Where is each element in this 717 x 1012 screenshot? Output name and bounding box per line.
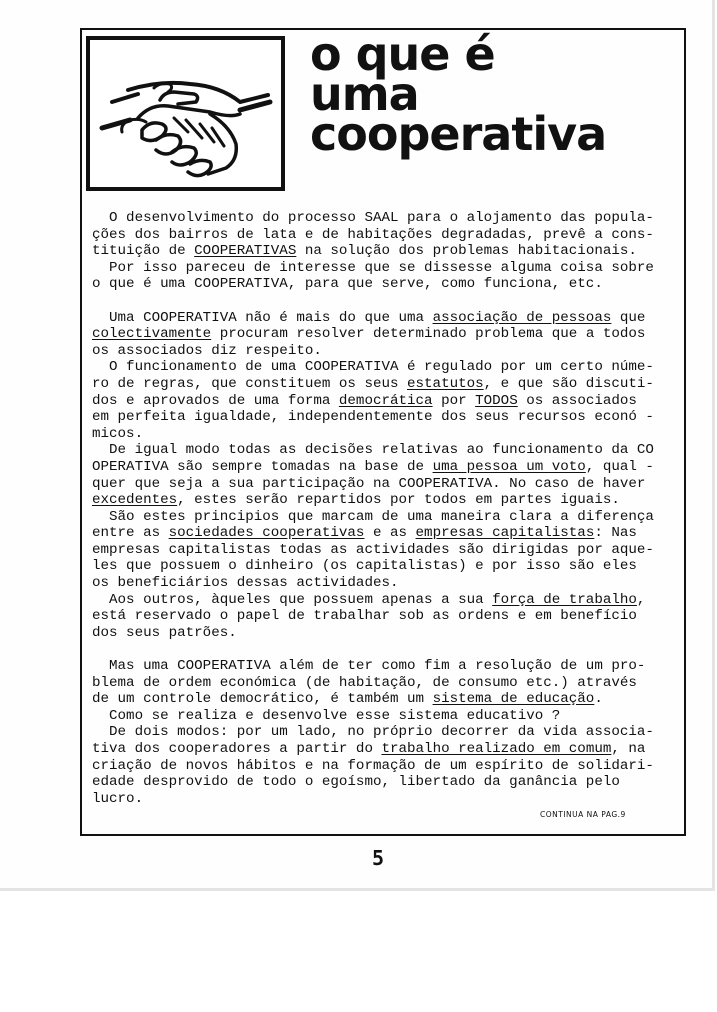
text-run: e as bbox=[364, 525, 416, 542]
text-run: criação de novos hábitos e na formação de um espírito de solidari- bbox=[92, 757, 654, 774]
text-line bbox=[92, 393, 680, 410]
article-title bbox=[310, 27, 607, 161]
text-run: Aos outros, àqueles que possuem apenas a sua bbox=[92, 591, 493, 608]
text-line bbox=[92, 741, 680, 758]
text-run: OPERATIVA são sempre tomadas na base de bbox=[92, 458, 433, 475]
text-line bbox=[92, 658, 680, 675]
text-run: em perfeita igualdade, independentemente dos seus recursos econó - bbox=[92, 409, 654, 426]
text-line bbox=[92, 326, 680, 343]
handshake-icon bbox=[90, 40, 281, 187]
text-line bbox=[92, 509, 680, 526]
text-run: lucro. bbox=[92, 790, 144, 807]
underlined-term: TODOS bbox=[475, 392, 518, 409]
underlined-term: trabalho realizado em comum bbox=[381, 741, 612, 757]
text-run: , e que são discuti- bbox=[483, 375, 654, 392]
underlined-term: excedentes bbox=[92, 492, 178, 509]
text-run: os associados diz respeito. bbox=[92, 342, 322, 359]
text-run: dos seus patrões. bbox=[92, 624, 237, 641]
text-line bbox=[92, 592, 680, 609]
underlined-term: COOPERATIVAS bbox=[194, 243, 297, 260]
text-line bbox=[92, 442, 680, 459]
text-run: dos e aprovados de uma forma bbox=[92, 392, 339, 409]
text-line bbox=[92, 476, 680, 493]
text-run: O desenvolvimento do processo SAAL para o alojamento das popula- bbox=[92, 210, 654, 226]
text-run: edade desprovido de todo o egoísmo, libertado da ganância pelo bbox=[92, 774, 620, 791]
underlined-term: empresas capitalistas bbox=[415, 525, 595, 542]
text-run: os associados bbox=[517, 392, 637, 409]
page-number: 5 bbox=[372, 846, 385, 870]
text-run: Mas uma COOPERATIVA além de ter como fim a resolução de um pro- bbox=[92, 658, 646, 675]
text-line bbox=[92, 542, 680, 559]
logo-box bbox=[86, 36, 285, 191]
paragraph-gap bbox=[92, 641, 680, 658]
underlined-term: colectivamente bbox=[92, 326, 212, 343]
text-run: tiva dos cooperadores a partir do bbox=[92, 741, 382, 757]
text-line bbox=[92, 608, 680, 625]
text-run: , qual - bbox=[585, 458, 654, 475]
title-line-3: cooperativa bbox=[310, 107, 607, 161]
text-run: empresas capitalistas todas as actividades são dirigidas por aque- bbox=[92, 541, 654, 558]
text-run: , estes serão repartidos por todos em partes iguais. bbox=[177, 492, 620, 509]
text-run: na solução dos problemas habitacionais. bbox=[296, 243, 637, 260]
text-line bbox=[92, 525, 680, 542]
text-run: que bbox=[611, 309, 646, 326]
text-line bbox=[92, 708, 680, 725]
text-run: o que é uma COOPERATIVA, para que serve, como funciona, etc. bbox=[92, 276, 603, 293]
title-line-1: o que é bbox=[310, 27, 495, 81]
text-line bbox=[92, 260, 680, 277]
text-line bbox=[92, 459, 680, 476]
text-line bbox=[92, 575, 680, 592]
text-line bbox=[92, 426, 680, 443]
text-run: quer que seja a sua participação na COOPERATIVA. No caso de haver bbox=[92, 475, 646, 492]
text-line bbox=[92, 310, 680, 327]
article-body bbox=[92, 210, 680, 807]
text-run: , na bbox=[611, 741, 646, 757]
text-run: les que possuem o dinheiro (os capitalistas) e por isso são eles bbox=[92, 558, 637, 575]
underlined-term: associação de pessoas bbox=[432, 309, 612, 326]
text-run: blema de ordem económica (de habitação, de consumo etc.) através bbox=[92, 674, 637, 691]
text-run: Por isso pareceu de interesse que se dissesse alguma coisa sobre bbox=[92, 259, 654, 276]
text-line bbox=[92, 758, 680, 775]
underlined-term: democrática bbox=[338, 392, 433, 409]
text-line bbox=[92, 791, 680, 808]
text-run: micos. bbox=[92, 425, 144, 442]
text-run: São estes principios que marcam de uma maneira clara a diferença bbox=[92, 508, 654, 525]
text-run: ro de regras, que constituem os seus bbox=[92, 375, 408, 392]
text-run: está reservado o papel de trabalhar sob as ordens e em benefício bbox=[92, 608, 637, 625]
text-run: entre as bbox=[92, 525, 169, 542]
text-run: Como se realiza e desenvolve esse sistema educativo ? bbox=[92, 707, 561, 724]
text-run: , bbox=[636, 591, 646, 608]
text-line bbox=[92, 409, 680, 426]
text-line bbox=[92, 343, 680, 360]
title-line-2: uma bbox=[310, 67, 419, 121]
underlined-term: sistema de educação bbox=[432, 691, 595, 708]
text-line bbox=[92, 376, 680, 393]
text-run: de um controle democrático, é também um bbox=[92, 691, 433, 708]
text-line bbox=[92, 675, 680, 692]
text-line bbox=[92, 691, 680, 708]
text-line bbox=[92, 227, 680, 244]
underlined-term: estatutos bbox=[407, 375, 484, 392]
text-line bbox=[92, 243, 680, 260]
text-run: tituição de bbox=[92, 243, 195, 260]
text-line bbox=[92, 210, 680, 227]
text-run: Uma COOPERATIVA não é mais do que uma bbox=[92, 309, 433, 326]
text-run: De igual modo todas as decisões relativas ao funcionamento da CO bbox=[92, 442, 654, 459]
underlined-term: sociedades cooperativas bbox=[168, 525, 365, 542]
text-line bbox=[92, 724, 680, 741]
text-line bbox=[92, 558, 680, 575]
text-line bbox=[92, 492, 680, 509]
underlined-term: força de trabalho bbox=[492, 591, 637, 608]
text-run: por bbox=[432, 392, 476, 409]
paragraph-gap bbox=[92, 293, 680, 310]
text-run: procuram resolver determinado problema que a todos bbox=[211, 326, 646, 343]
underlined-term: uma pessoa um voto bbox=[432, 458, 586, 475]
text-run: De dois modos: por um lado, no próprio decorrer da vida associa- bbox=[92, 724, 654, 741]
text-run: O funcionamento de uma COOPERATIVA é regulado por um certo núme- bbox=[92, 359, 654, 376]
text-line bbox=[92, 774, 680, 791]
text-line bbox=[92, 276, 680, 293]
text-run: ções dos bairros de lata e de habitações degradadas, prevê a cons- bbox=[92, 226, 654, 243]
text-run: . bbox=[594, 691, 603, 708]
text-line bbox=[92, 359, 680, 376]
text-run: os beneficiários dessas actividades. bbox=[92, 575, 399, 592]
continuation-note: CONTINUA NA PAG.9 bbox=[540, 810, 626, 819]
text-line bbox=[92, 625, 680, 642]
text-run: : Nas bbox=[594, 525, 637, 542]
